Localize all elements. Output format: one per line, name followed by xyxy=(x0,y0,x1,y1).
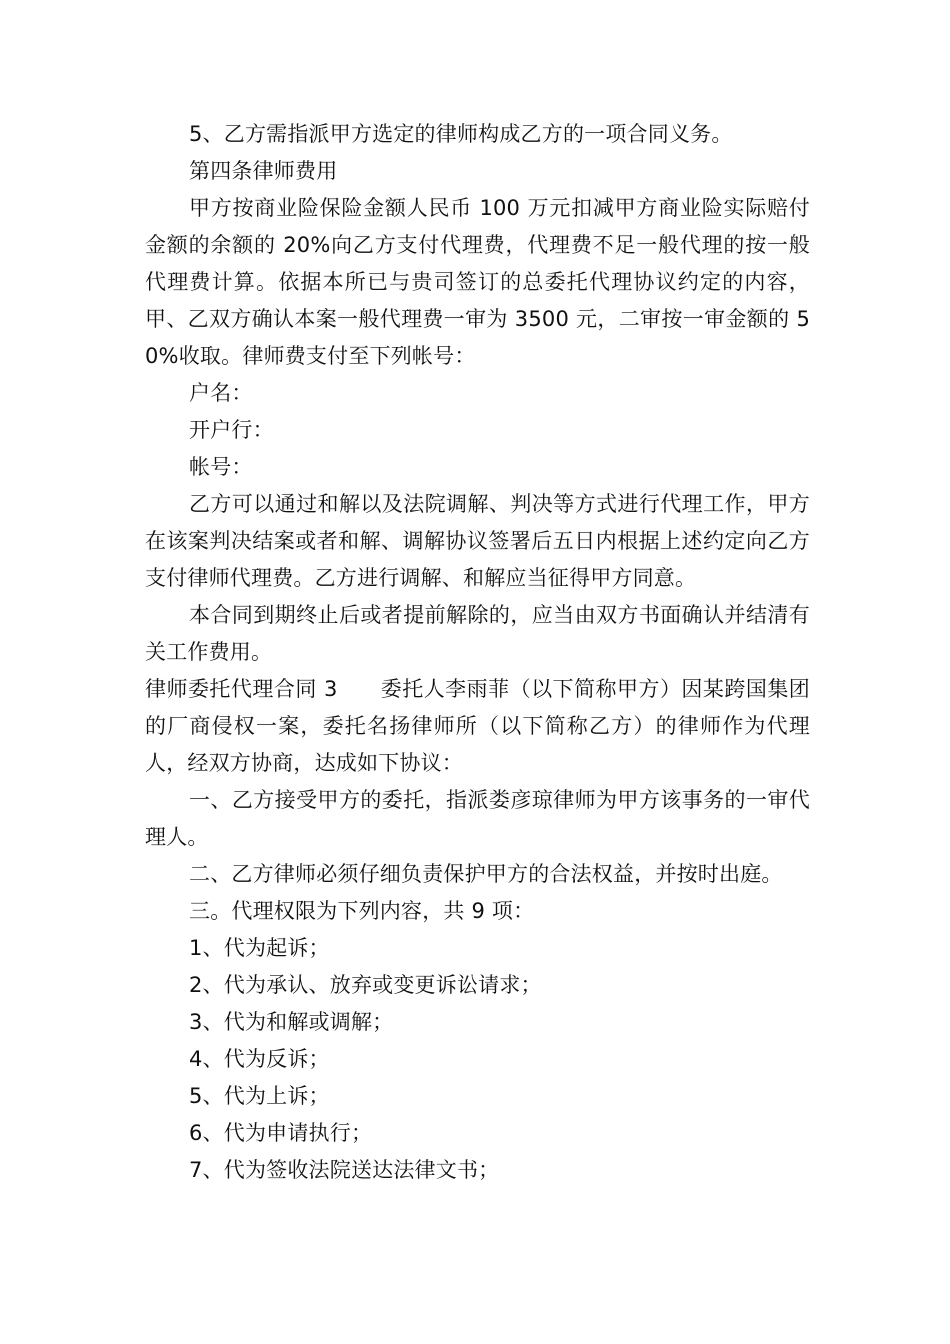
authority-item-2: 2、代为承认、放弃或变更诉讼请求； xyxy=(189,973,542,997)
agreement-item-3: 三。代理权限为下列内容，共 9 项： xyxy=(189,899,535,923)
authority-item-5: 5、代为上诉； xyxy=(189,1084,330,1108)
authority-item-1: 1、代为起诉； xyxy=(189,936,330,960)
agreement-item-2: 二、乙方律师必须仔细负责保护甲方的合法权益，并按时出庭。 xyxy=(189,862,783,886)
termination-paragraph: 本合同到期终止后或者提前解除的，应当由双方书面确认并结清有关工作费用。 xyxy=(145,603,810,664)
account-name-field: 户名： xyxy=(189,381,253,405)
lawyer-fee-paragraph: 甲方按商业险保险金额人民币 100 万元扣减甲方商业险实际赔付金额的余额的 20%向乙方支付代理费，代理费不足一般代理的按一般代理费计算。依据本所已与贵司签订的总委托代理协议约定的内容，甲、乙双方确认本案一般代理费一审为 3500 元，二审按一审金额的 50%收取。律师费支付至下列帐号： xyxy=(145,196,810,368)
payment-terms-paragraph: 乙方可以通过和解以及法院调解、判决等方式进行代理工作，甲方在该案判决结案或者和解、调解协议签署后五日内根据上述约定向乙方支付律师代理费。乙方进行调解、和解应当征得甲方同意。 xyxy=(145,492,810,590)
authority-item-3: 3、代为和解或调解； xyxy=(189,1010,394,1034)
authority-item-7: 7、代为签收法院送达法律文书； xyxy=(189,1158,500,1182)
agreement-item-1: 一、乙方接受甲方的委托，指派娄彦琼律师为甲方该事务的一审代理人。 xyxy=(145,788,810,849)
clause-item-5: 5、乙方需指派甲方选定的律师构成乙方的一项合同义务。 xyxy=(189,122,733,146)
account-number-field: 帐号： xyxy=(189,455,253,479)
bank-field: 开户行： xyxy=(189,418,274,442)
authority-item-6: 6、代为申请执行； xyxy=(189,1121,373,1145)
document-body xyxy=(145,116,810,1189)
contract-three-intro: 律师委托代理合同 3 委托人李雨菲（以下简称甲方）因某跨国集团的厂商侵权一案，委托名扬律师所（以下简称乙方）的律师作为代理人，经双方协商，达成如下协议： xyxy=(145,677,810,775)
authority-item-4: 4、代为反诉； xyxy=(189,1047,330,1071)
article-four-heading: 第四条律师费用 xyxy=(189,159,338,183)
